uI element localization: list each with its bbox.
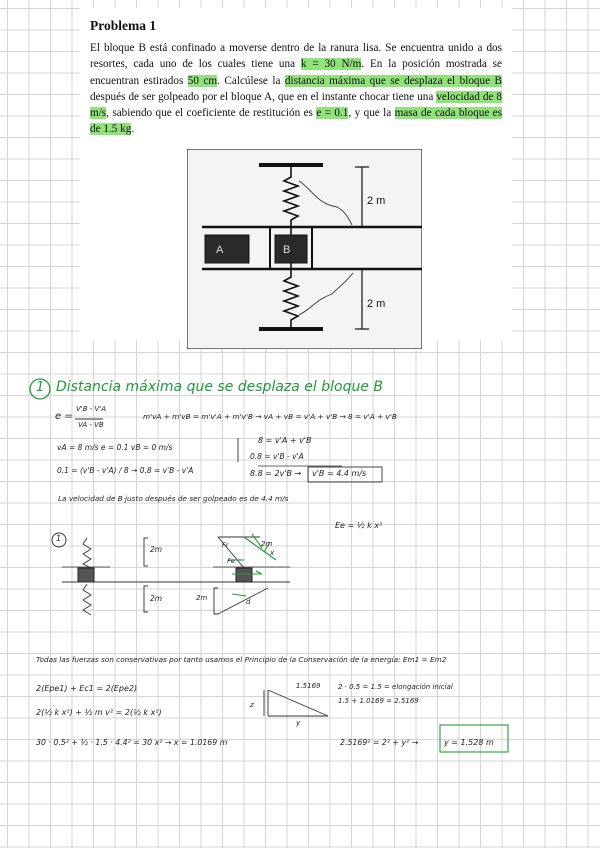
sketch-number: 1 — [56, 534, 62, 543]
system-sum: 8.8 = 2v'B → — [250, 469, 302, 478]
label-y: y — [296, 719, 301, 727]
eq-energy-3: 30 · 0.5² + ½ · 1.5 · 4.4² = 30 x² → x = 1.0169 m — [36, 738, 228, 747]
system-eq-2: 0.8 = v'B - v'A — [250, 452, 304, 461]
dimension-bottom: 2 m — [367, 298, 386, 310]
label-x: x — [270, 549, 275, 557]
eq-e-lhs: e = — [55, 411, 73, 422]
highlight-mass: masa de cada bloque es de 1.5 kg — [90, 107, 503, 136]
system-eq-1: 8 = v'A + v'B — [258, 436, 312, 445]
highlight-restitution: e = 0.1 — [316, 107, 349, 120]
stretch-note-2: 1.5 + 1.0169 = 2.5169 — [338, 697, 419, 705]
label-fr: Fr — [222, 541, 229, 549]
sketch-block-final — [236, 568, 252, 582]
dimension-top: 2 m — [367, 195, 386, 207]
sentence-velocity: La velocidad de B justo después de ser golpeado es de 4.4 m/s — [58, 494, 289, 503]
pythagoras: 2.5169² = 2² + y² → — [340, 738, 419, 747]
givens: vA = 8 m/s e = 0.1 vB = 0 m/s — [57, 443, 173, 452]
heading-number: 1 — [36, 380, 45, 395]
highlight-stretch: 50 cm — [187, 74, 218, 87]
eq-e-denominator: VA - VB — [78, 421, 104, 429]
eq-momentum: m'vA + m'vB = m'v'A + m'v'B → vA + vB = v'A + v'B → 8 = v'A + v'B — [143, 412, 397, 421]
label-d: d — [246, 598, 251, 606]
label-2m-right-upper: 2m — [261, 540, 273, 548]
sketch-block-initial — [78, 568, 94, 582]
block-a-label: A — [216, 244, 224, 256]
block-b-label: B — [283, 244, 291, 256]
energy-formula: Ee = ½ k x² — [335, 521, 383, 530]
eq-energy-1: 2(Epe1) + Ec1 = 2(Epe2) — [36, 684, 138, 693]
result-vb: v'B = 4.4 m/s — [312, 469, 367, 478]
highlight-spring-constant: k = 30 N/m — [300, 58, 362, 71]
notes-heading: Distancia máxima que se desplaza el bloque B — [56, 379, 384, 395]
stretch-note-1: 2 · 0.5 = 1.5 = elongación inicial — [338, 683, 453, 691]
problem-text: El bloque B está confinado a moverse dentro de la ranura lisa. Se encuentra unido a dos resortes, cada uno de los cuales tiene una k = 30 N/m. En la posición mostrada se encuentran estirados 50 cm. Calcúlese la distancia máxima que se desplaza el bloque B después de ser golpeado por el bloque A, que en el instante chocar tiene una velocidad de 8 m/s, sabiendo que el coeficiente de restitución es e = 0.1, y que la masa de cada bloque es de 1.5 kg. — [90, 42, 503, 136]
label-2m-lower: 2m — [150, 594, 163, 603]
label-fe: Fe — [227, 557, 235, 565]
sentence-conservation: Todas las fuerzas son conservativas por tanto usamos el Principio de la Conservación de la energía: Em1 = Em2 — [36, 655, 447, 664]
label-z: z — [250, 701, 254, 709]
eq-energy-2: 2(½ k x²) + ½ m v² = 2(½ k x²) — [36, 708, 162, 717]
result-y: y = 1.528 m — [444, 738, 494, 747]
eq-e-substituted: 0.1 = (v'B - v'A) / 8 → 0.8 = v'B - v'A — [57, 466, 194, 475]
label-2m-upper: 2m — [150, 545, 163, 554]
highlight-distance: distancia máxima que se desplaza el bloque B — [284, 74, 503, 87]
highlight-velocity: velocidad de 8 m/s — [90, 90, 502, 120]
label-2m-right-lower: 2m — [196, 594, 208, 602]
problem-title: Problema 1 — [90, 18, 157, 33]
triangle-hypotenuse: 1.5169 — [296, 682, 321, 690]
eq-e-numerator: V'B - V'A — [76, 405, 106, 413]
